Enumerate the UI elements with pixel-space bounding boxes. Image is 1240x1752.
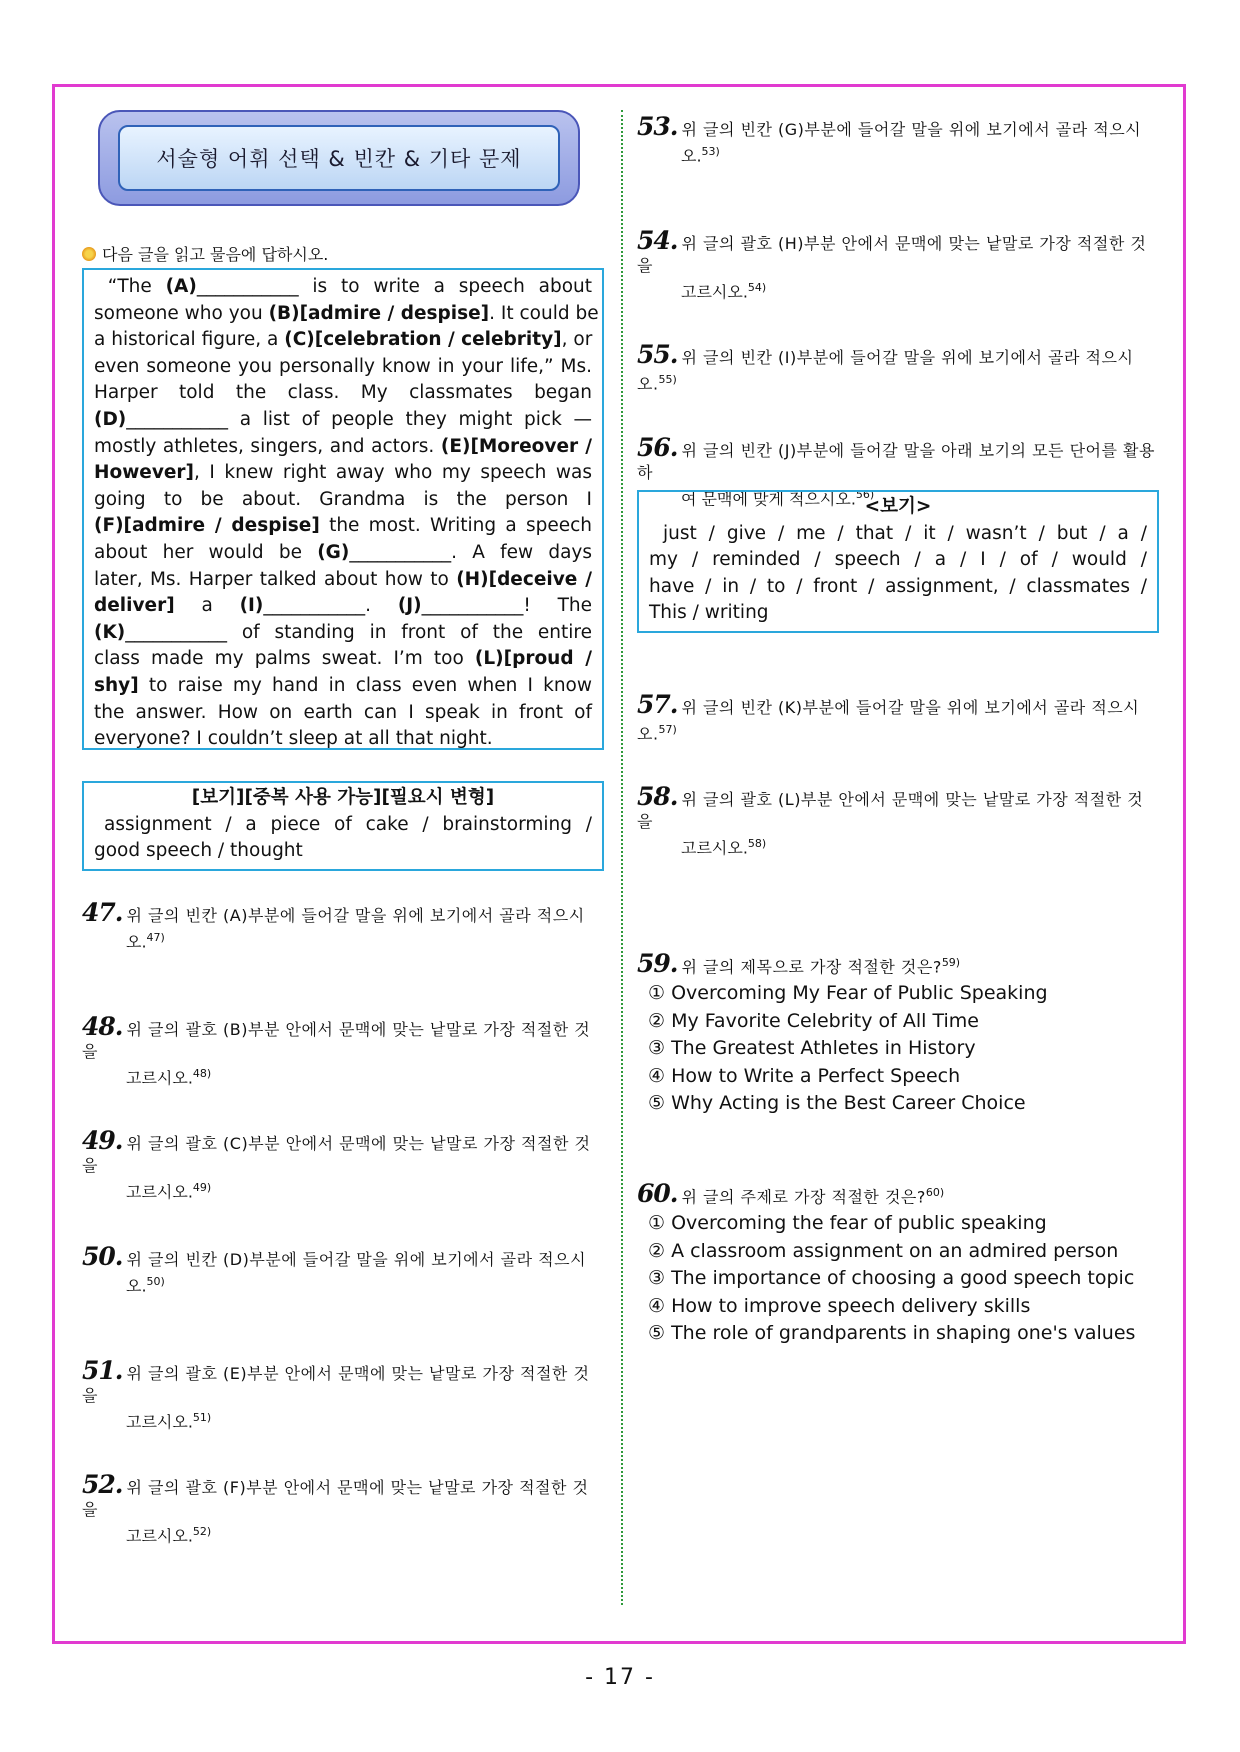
question-48 <box>82 1012 604 1089</box>
question-text: 위 글의 제목으로 가장 적절한 것은? <box>681 957 942 977</box>
sentence-bank-line: have / in / to / front / assignment, / classmates / <box>649 575 1147 597</box>
passage-line: mostly athletes, singers, and actors. (E)[Moreover / <box>94 435 593 457</box>
question-text-cont: 오. <box>681 146 702 166</box>
question-text: 위 글의 괄호 (H)부분 안에서 문맥에 맞는 낱말로 가장 적절한 것을 <box>637 234 1147 275</box>
question-text: 위 글의 빈칸 (D)부분에 들어갈 말을 위에 보기에서 골라 적으시 <box>126 1250 587 1269</box>
option-2[interactable]: ② A classroom assignment on an admired person <box>648 1239 1119 1262</box>
passage-line: (D)___________ a list of people they might pick — <box>94 408 592 430</box>
question-number: 53. <box>637 112 678 141</box>
footnote-ref: 49) <box>192 1181 212 1194</box>
question-number: 59. <box>637 949 678 979</box>
question-number: 49. <box>82 1126 123 1155</box>
option-4[interactable]: ④ How to Write a Perfect Speech <box>648 1064 961 1087</box>
section-title: 서술형 어휘 선택 & 빈칸 & 기타 문제 <box>118 125 560 191</box>
passage-line: even someone you personally know in your life,” Ms. <box>94 355 592 377</box>
question-text-cont: 고르시오. <box>681 282 748 302</box>
section-banner <box>98 110 580 206</box>
question-text-cont: 고르시오. <box>126 1526 193 1546</box>
question-55 <box>637 340 1159 395</box>
footnote-ref: 53) <box>701 145 720 158</box>
question-58 <box>637 782 1159 859</box>
passage-line: deliver] a (I)___________. (J)___________! The <box>94 595 592 617</box>
passage-line: the answer. How on earth can I speak in front of <box>94 701 592 723</box>
word-bank-line: assignment / a piece of cake / brainstorming / <box>104 813 592 835</box>
footnote-ref: 52) <box>192 1525 212 1538</box>
question-number: 56. <box>637 433 678 462</box>
footnote-ref: 58) <box>747 837 767 850</box>
question-number: 58. <box>637 782 678 811</box>
question-59 <box>637 949 1159 979</box>
footnote-ref: 59) <box>941 956 961 969</box>
footnote-ref: 51) <box>192 1411 212 1424</box>
question-text-cont: 오. <box>126 1276 147 1296</box>
question-60 <box>637 1179 1159 1209</box>
question-text: 위 글의 주제로 가장 적절한 것은? <box>681 1187 926 1207</box>
instruction <box>82 242 328 265</box>
footnote-ref: 60) <box>925 1186 945 1199</box>
footnote-ref: 57) <box>658 723 677 736</box>
question-text: 위 글의 괄호 (F)부분 안에서 문맥에 맞는 낱말로 가장 적절한 것을 <box>82 1478 589 1519</box>
question-text: 위 글의 빈칸 (G)부분에 들어갈 말을 위에 보기에서 골라 적으시 <box>681 120 1142 139</box>
passage-line: (F)[admire / despise] the most. Writing a speech <box>94 515 592 537</box>
question-number: 51. <box>82 1356 123 1385</box>
question-text: 위 글의 괄호 (B)부분 안에서 문맥에 맞는 낱말로 가장 적절한 것을 <box>82 1020 591 1061</box>
sentence-bank-line: This / writing <box>649 602 769 624</box>
option-5[interactable]: ⑤ The role of grandparents in shaping one's values <box>648 1322 1136 1344</box>
question-57 <box>637 690 1159 745</box>
sentence-bank-line: my / reminded / speech / a / I / of / would / <box>649 549 1147 571</box>
sentence-bank-heading: <보기> <box>864 496 932 517</box>
passage-line: class made my palms sweat. I’m too (L)[proud / <box>94 648 592 670</box>
passage-line: later, Ms. Harper talked about how to (H)[deceive / <box>94 568 592 590</box>
question-text-cont: 오. <box>126 932 147 952</box>
sentence-bank-line: just / give / me / that / it / wasn’t / but / a / <box>663 522 1147 544</box>
question-number: 50. <box>82 1242 123 1271</box>
question-text-cont: 고르시오. <box>681 838 748 858</box>
passage-line: everyone? I couldn’t sleep at all that night. <box>94 728 493 750</box>
option-5[interactable]: ⑤ Why Acting is the Best Career Choice <box>648 1092 1026 1114</box>
sentence-bank-box <box>637 490 1159 633</box>
column-divider <box>621 110 623 1605</box>
instruction-text: 다음 글을 읽고 물음에 답하시오. <box>102 245 329 264</box>
option-1[interactable]: ① Overcoming the fear of public speaking <box>648 1212 1047 1234</box>
question-text: 위 글의 빈칸 (A)부분에 들어갈 말을 위에 보기에서 골라 적으시 <box>126 906 585 925</box>
option-3[interactable]: ③ The Greatest Athletes in History <box>648 1037 976 1059</box>
option-1[interactable]: ① Overcoming My Fear of Public Speaking <box>648 982 1048 1004</box>
footnote-ref: 48) <box>192 1067 212 1080</box>
question-number: 57. <box>637 690 678 719</box>
question-47 <box>82 898 604 953</box>
question-text: 위 글의 빈칸 (K)부분에 들어갈 말을 위에 보기에서 골라 적으시오. <box>637 698 1140 744</box>
question-text-cont: 여 문맥에 맞게 적으시오. <box>681 489 856 509</box>
word-bank-box <box>82 781 604 871</box>
question-51 <box>82 1356 604 1433</box>
passage-line: a historical figure, a (C)[celebration / celebrity], or <box>94 329 593 351</box>
word-bank-heading: [보기][중복 사용 가능][필요시 변형] <box>191 787 495 808</box>
footnote-ref: 47) <box>146 931 165 944</box>
footnote-ref: 50) <box>146 1275 165 1288</box>
options-60 <box>648 1210 1135 1348</box>
passage-line: going to be about. Grandma is the person I <box>94 488 592 510</box>
page-number: - 17 - <box>585 1665 655 1690</box>
footnote-ref: 55) <box>658 373 677 386</box>
question-number: 47. <box>82 898 123 927</box>
footnote-ref: 54) <box>747 281 767 294</box>
passage-line: Harper told the class. My classmates began <box>94 382 592 404</box>
question-53 <box>637 112 1159 167</box>
flower-icon <box>82 247 96 261</box>
question-52 <box>82 1470 604 1547</box>
reading-passage <box>82 268 604 750</box>
question-text: 위 글의 빈칸 (J)부분에 들어갈 말을 아래 보기의 모든 단어를 활용하 <box>637 441 1155 482</box>
question-number: 55. <box>637 340 678 369</box>
question-text: 위 글의 괄호 (E)부분 안에서 문맥에 맞는 낱말로 가장 적절한 것을 <box>82 1364 590 1405</box>
question-text-cont: 고르시오. <box>126 1068 193 1088</box>
question-number: 60. <box>637 1179 678 1209</box>
question-50 <box>82 1242 604 1297</box>
question-49 <box>82 1126 604 1203</box>
question-text-cont: 고르시오. <box>126 1412 193 1432</box>
passage-line: someone who you (B)[admire / despise]. It could be <box>94 302 599 324</box>
question-text: 위 글의 괄호 (C)부분 안에서 문맥에 맞는 낱말로 가장 적절한 것을 <box>82 1134 591 1175</box>
passage-line: shy] to raise my hand in class even when I know <box>94 674 592 696</box>
option-3[interactable]: ③ The importance of choosing a good speech topic <box>648 1267 1135 1289</box>
passage-line: “The (A)___________ is to write a speech about <box>94 276 592 297</box>
question-number: 48. <box>82 1012 123 1041</box>
footnote-ref: 56) <box>855 488 875 501</box>
option-4[interactable]: ④ How to improve speech delivery skills <box>648 1294 1031 1317</box>
word-bank-line: good speech / thought <box>94 840 303 861</box>
question-text-cont: 고르시오. <box>126 1182 193 1202</box>
question-text: 위 글의 괄호 (L)부분 안에서 문맥에 맞는 낱말로 가장 적절한 것을 <box>637 790 1144 831</box>
question-text: 위 글의 빈칸 (I)부분에 들어갈 말을 위에 보기에서 골라 적으시오. <box>637 348 1134 394</box>
passage-line: However], I knew right away who my speech was <box>94 462 592 484</box>
passage-line: about her would be (G)___________. A few days <box>94 541 593 563</box>
question-number: 52. <box>82 1470 123 1499</box>
question-number: 54. <box>637 226 678 255</box>
question-54 <box>637 226 1159 303</box>
passage-line: (K)___________ of standing in front of the entire <box>94 621 592 643</box>
options-59 <box>648 980 1048 1118</box>
option-2[interactable]: ② My Favorite Celebrity of All Time <box>648 1009 979 1032</box>
